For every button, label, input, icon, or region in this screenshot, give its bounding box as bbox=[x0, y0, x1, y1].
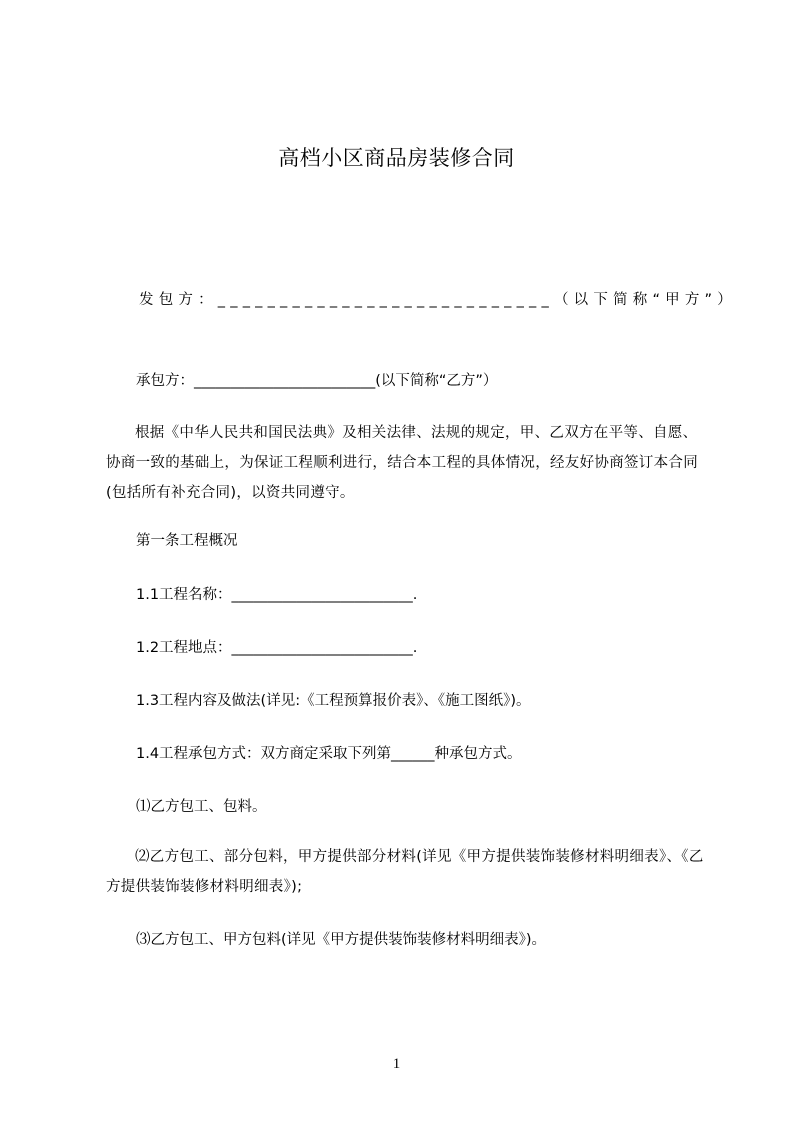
party-fabao-line: 发包方：___________________________（以下简称“甲方”） bbox=[139, 292, 737, 308]
party-chengbao-line: 承包方：_________________________(以下简称“乙方”） bbox=[136, 373, 498, 389]
option-1-labor-and-materials: ⑴乙方包工、包料。 bbox=[136, 799, 267, 815]
article-1-heading: 第一条工程概况 bbox=[136, 533, 238, 549]
preamble-paragraph: 根据《中华人民共和国民法典》及相关法律、法规的规定，甲、乙双方在平等、自愿、协商一致的基础上，为保证工程顺利进行，结合本工程的具体情况，经友好协商签订本合同(包括所有补充合同)，以资共同遵守。 bbox=[106, 425, 698, 501]
contract-title: 高档小区商品房装修合同 bbox=[278, 146, 515, 170]
page-number: 1 bbox=[392, 1056, 401, 1072]
item-1-1-project-name: 1.1工程名称：_________________________. bbox=[136, 587, 418, 603]
item-1-3-project-content: 1.3工程内容及做法(详见:《工程预算报价表》、《施工图纸》)。 bbox=[136, 693, 531, 709]
option-3-labor-only: ⑶乙方包工、甲方包料(详见《甲方提供装饰装修材料明细表》)。 bbox=[136, 932, 547, 948]
item-1-4-contract-method: 1.4工程承包方式：双方商定采取下列第______种承包方式。 bbox=[136, 746, 522, 762]
item-1-2-project-location: 1.2工程地点：_________________________. bbox=[136, 640, 418, 656]
option-2-partial-materials: ⑵乙方包工、部分包料，甲方提供部分材料(详见《甲方提供装饰装修材料明细表》、《乙方提供装饰装修材料明细表》); bbox=[106, 849, 704, 895]
